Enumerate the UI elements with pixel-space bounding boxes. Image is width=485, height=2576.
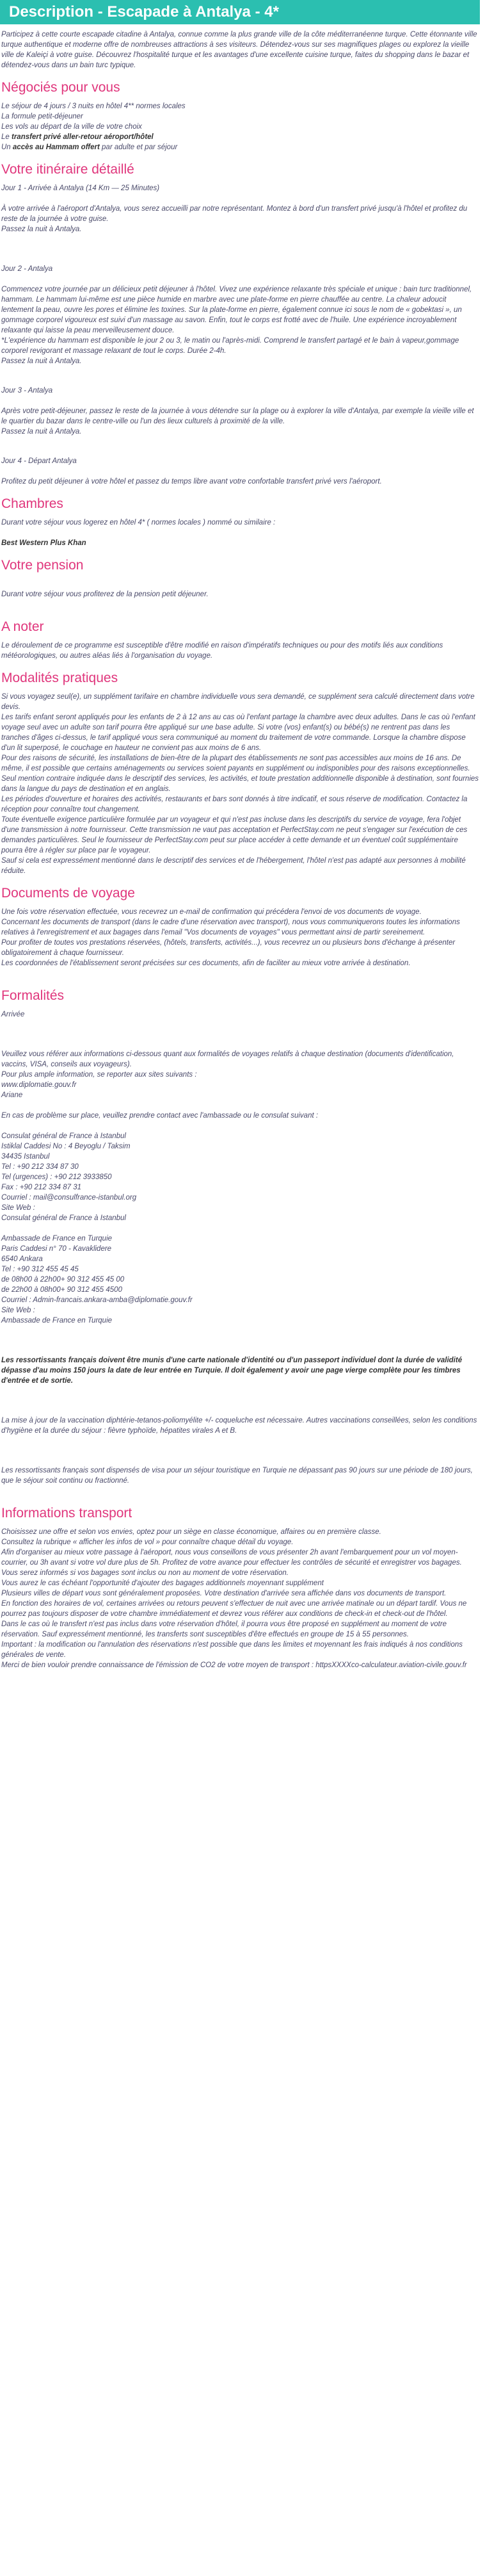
formalites-paragraph: Pour plus ample information, se reporter aux sites suivants : bbox=[1, 1071, 197, 1079]
documents-paragraph: Les coordonnées de l'établissement seront précisées sur ces documents, afin de faciliter au mieux votre arrivée à destination. bbox=[1, 959, 411, 967]
itineraire-section bbox=[1, 183, 480, 487]
ambassade-line: Courriel : Admin-francais.ankara-amba@diplomatie.gouv.fr bbox=[1, 1296, 193, 1304]
modalites-section bbox=[1, 692, 480, 876]
consulat-line: Courriel : mail@consulfrance-istanbul.org bbox=[1, 1194, 137, 1202]
negocies-item: Le séjour de 4 jours / 3 nuits en hôtel 4** normes locales bbox=[1, 102, 186, 110]
ambassade-line: Tel : +90 312 455 45 45 bbox=[1, 1266, 79, 1273]
consulat-line: Fax : +90 212 334 87 31 bbox=[1, 1184, 82, 1191]
transport-line: Afin d'organiser au mieux votre passage à l'aéroport, nous vous conseillons de vous présenter 2h avant l'embarquement pour un vol moyen-courrier, ou 3h avant si votre vol dure plus de 5h. Profitez de votre avance pour effectuer les contrôles de sécurité et enregistrer vos bagages. bbox=[1, 1549, 462, 1567]
day-title: Jour 2 - Antalya bbox=[1, 265, 53, 273]
consulat-line: Consulat général de France à Istanbul bbox=[1, 1132, 126, 1140]
day-note: *L'expérience du hammam est disponible le jour 2 ou 3, le matin ou l'après-midi. Comprend le transfert partagé et le bain à vapeur,gommage corporel revigorant et massage relaxant de tout le corps. Durée 2-4h. bbox=[1, 337, 459, 355]
negocies-item: La formule petit-déjeuner bbox=[1, 113, 83, 120]
ambassade-line: Ambassade de France en Turquie bbox=[1, 1235, 113, 1243]
vaccination-paragraph: La mise à jour de la vaccination diphtérie-tetanos-poliomyélite +/- coqueluche est nécessaire. Autres vaccinations conseillées, selon les conditions d'hygiène et la durée du séjour : fièvre typhoïde, hépatites virales A et B. bbox=[1, 1417, 477, 1435]
documents-heading: Documents de voyage bbox=[1, 886, 135, 901]
diplomatie-link[interactable]: www.diplomatie.gouv.fr bbox=[1, 1081, 77, 1089]
chambres-section bbox=[1, 518, 480, 548]
day-text: Commencez votre journée par un délicieux petit déjeuner à l'hôtel. Vivez une expérience relaxante très spéciale et unique : bain turc traditionnel, hammam. Le hammam lui-même est une pièce humide en marbre avec une plate-forme en pierre chauffée au centre. La chaleur adoucit lentement la peau, ouvre les pores et élimine les toxines. Sur la plate-forme en pierre, également connue ici sous le nom de « gobektasi », un gommage corporel vigoureux est suivi d'un massage au savon. Enfin, tout le corps est frotté avec de l'huile. Une expérience incroyablement relaxante qui laisse la peau merveilleusement douce. bbox=[1, 286, 472, 334]
modalites-paragraph: Seul mention contraire indiquée dans le descriptif des services, les activités, et toute prestation additionnelle disponible à destination, sont fournies dans la langue du pays de destination et en anglais. bbox=[1, 775, 479, 793]
transport-section bbox=[1, 1527, 480, 1670]
negocies-heading: Négociés pour vous bbox=[1, 80, 120, 95]
modalites-paragraph: Pour des raisons de sécurité, les installations de bien-être de la plupart des établissements ne sont pas accessibles aux moins de 16 ans. De même, il est possible que certains aménagements ou services soient payants en supplément ou indisponibles pour des raisons exceptionnelles. bbox=[1, 754, 470, 772]
transport-heading: Informations transport bbox=[1, 1506, 132, 1520]
transport-line: Important : la modification ou l'annulation des réservations n'est possible que dans les limites et moyennant les frais indiqués à nos conditions générales de vente. bbox=[1, 1641, 463, 1659]
visa-paragraph: Les ressortissants français sont dispensés de visa pour un séjour touristique en Turquie ne dépassant pas 90 jours sur une période de 180 jours, que le séjour soit continu ou fractionné. bbox=[1, 1467, 473, 1485]
negocies-item-suffix: par adulte et par séjour bbox=[99, 143, 178, 151]
transport-line: Plusieurs villes de départ vous sont généralement proposées. Votre destination d'arrivée sera affichée dans vos documents de transport. bbox=[1, 1590, 447, 1597]
day-title: Jour 4 - Départ Antalya bbox=[1, 457, 77, 465]
modalites-paragraph: Si vous voyagez seul(e), un supplément tarifaire en chambre individuelle vous sera demandé, ce supplément sera calculé directement dans votre devis. bbox=[1, 693, 475, 711]
passport-requirement: Les ressortissants français doivent être munis d'une carte nationale d'identité ou d'un passeport individuel dont la durée de validité dépasse d'au moins 150 jours la date de leur entrée en Turquie. Il doit également y avoir une page vierge complète pour les timbres d'entrée et de sortie. bbox=[1, 1357, 463, 1385]
chambres-heading: Chambres bbox=[1, 496, 63, 511]
day-text: Après votre petit-déjeuner, passez le reste de la journée à vous détendre sur la plage ou à explorer la ville d'Antalya, par exemple la vieille ville et le quartier du bazar dans le centre-ville ou l'un des lieux culturels à proximité de la ville. bbox=[1, 407, 474, 425]
consulat-line: Istiklal Caddesi No : 4 Beyoglu / Taksim bbox=[1, 1143, 131, 1150]
page-title: Description - Escapade à Antalya - 4* bbox=[0, 0, 480, 24]
ambassade-line: Site Web : bbox=[1, 1307, 35, 1314]
formalites-paragraph: En cas de problème sur place, veuillez prendre contact avec l'ambassade ou le consulat suivant : bbox=[1, 1112, 319, 1120]
pension-heading: Votre pension bbox=[1, 558, 84, 573]
day-title: Jour 3 - Antalya bbox=[1, 387, 53, 395]
ariane-link[interactable]: Ariane bbox=[1, 1091, 23, 1099]
ambassade-line: de 22h00 à 08h00+ 90 312 455 4500 bbox=[1, 1286, 122, 1294]
consulat-line: 34435 Istanbul bbox=[1, 1153, 50, 1161]
modalites-paragraph: Les périodes d'ouverture et horaires des activités, restaurants et bars sont donnés à titre indicatif, et sous réserve de modification. Contactez la réception pour connaître tout changement. bbox=[1, 795, 468, 813]
noter-heading: A noter bbox=[1, 619, 44, 634]
consulat-line: Tel (urgences) : +90 212 3933850 bbox=[1, 1173, 112, 1181]
day-night: Passez la nuit à Antalya. bbox=[1, 357, 82, 365]
formalites-paragraph: Veuillez vous référer aux informations ci-dessous quant aux formalités de voyages relatifs à chaque destination (documents d'identification, vaccins, VISA, conseils aux voyageurs). bbox=[1, 1050, 454, 1068]
ambassade-line: Ambassade de France en Turquie bbox=[1, 1317, 113, 1325]
transport-line: Choisissez une offre et selon vos envies, optez pour un siège en classe économique, affaires ou en première classe. bbox=[1, 1528, 381, 1536]
transport-line: En fonction des horaires de vol, certaines arrivées ou retours peuvent s'effectuer de nuit avec une arrivée matinale ou un départ tardif. Vous ne pourrez pas toujours disposer de votre chambre immédiatement et devrez vous référer aux conditions de check-in et check-out de l'hôtel. bbox=[1, 1600, 467, 1618]
consulat-line: Consulat général de France à Istanbul bbox=[1, 1214, 126, 1222]
content bbox=[0, 29, 480, 1670]
negocies-list bbox=[1, 101, 480, 152]
chambres-text: Durant votre séjour vous logerez en hôtel 4* ( normes locales ) nommé ou similaire : bbox=[1, 519, 276, 526]
day-night: Passez la nuit à Antalya. bbox=[1, 225, 82, 233]
formalites-heading: Formalités bbox=[1, 988, 65, 1003]
negocies-item-bold: transfert privé aller-retour aéroport/hôtel bbox=[12, 133, 154, 141]
transport-line: Vous aurez le cas échéant l'opportunité d'ajouter des bagages additionnels moyennant supplément bbox=[1, 1579, 324, 1587]
modalites-paragraph: Les tarifs enfant seront appliqués pour les enfants de 2 à 12 ans au cas où l'enfant partage la chambre avec deux adultes. Dans le cas où l'enfant voyage seul avec un adulte son tarif pourra être appliqué sur une base adulte. Si votre (vos) enfant(s) ou bébé(s) ne rentrent pas dans les tranches d'âges ci-dessus, le tarif appliqué vous sera communiqué au moment du traitement de votre commande. Lorsque la chambre dispose d'un lit superposé, le couchage en hauteur ne convient pas aux moins de 6 ans. bbox=[1, 713, 475, 752]
negocies-item bbox=[1, 142, 480, 152]
formalites-section bbox=[1, 1009, 480, 1486]
consulat-line: Tel : +90 212 334 87 30 bbox=[1, 1163, 79, 1171]
ambassade-line: Paris Caddesi n° 70 - Kavaklidere bbox=[1, 1245, 112, 1253]
ambassade-line: de 08h00 à 22h00+ 90 312 455 45 00 bbox=[1, 1276, 125, 1284]
noter-text: Le déroulement de ce programme est susceptible d'être modifié en raison d'impératifs techniques ou pour des motifs liés aux conditions météorologiques, ou autres aléas liés à l'organisation du voyage. bbox=[1, 642, 443, 660]
ambassade-line: 6540 Ankara bbox=[1, 1255, 43, 1263]
transport-line: Consultez la rubrique « afficher les infos de vol » pour connaître chaque détail du voyage. bbox=[1, 1538, 294, 1546]
negocies-item bbox=[1, 132, 480, 142]
documents-paragraph: Concernant les documents de transport (dans le cadre d'une réservation avec transport), nous vous communiquerons toutes les informations relatives à l'enregistrement et aux bagages dans l'email "Vos documents de voyages" vous permettant ainsi de partir sereinement. bbox=[1, 918, 460, 936]
consulat-line: Site Web : bbox=[1, 1204, 35, 1212]
documents-paragraph: Pour profiter de toutes vos prestations réservées, (hôtels, transferts, activités...), vous recevrez un ou plusieurs bons d'échange à présenter obligatoirement à chaque fournisseur. bbox=[1, 939, 456, 957]
hotel-name: Best Western Plus Khan bbox=[1, 539, 86, 547]
modalites-paragraph: Sauf si cela est expressément mentionné dans le descriptif des services et de l'hébergement, l'hôtel n'est pas adapté aux personnes à mobilité réduite. bbox=[1, 857, 466, 875]
intro-paragraph: Participez à cette courte escapade citadine à Antalya, connue comme la plus grande ville de la côte méditerranéenne turque. Cette étonnante ville turque authentique et moderne offre de nombreuses attractions à ses visiteurs. Détendez-vous sur ses magnifiques plages ou explorez la vieille ville de Kaleiçi à votre guise. Découvrez l'hospitalité turque et les avantages d'une excellente cuisine turque, faites du shopping dans le bazar et détendez-vous dans un bain turc typique. bbox=[1, 31, 477, 69]
modalites-paragraph: Toute éventuelle exigence particulière formulée par un voyageur et qui n'est pas incluse dans les descriptifs du service de voyage, fera l'objet d'une transmission à notre fournisseur. Cette transmission ne vaut pas acceptation et PerfectStay.com ne peut s'engager sur l'exécution de ces demandes particulières. Seul le fournisseur de PerfectStay.com peut sur place accéder à cette demande et un éventuel coût supplémentaire pourra être à régler sur place par le voyageur. bbox=[1, 816, 468, 854]
negocies-item-prefix: Un bbox=[1, 143, 13, 151]
documents-section bbox=[1, 907, 480, 968]
day-text: À votre arrivée à l'aéroport d'Antalya, vous serez accueilli par notre représentant. Montez à bord d'un transfert privé jusqu'à l'hôtel et profitez du reste de la journée à votre guise. bbox=[1, 205, 468, 223]
transport-line: Dans le cas où le transfert n'est pas inclus dans votre réservation d'hôtel, il pourra vous être proposé en supplément au moment de votre réservation. Sauf expressément mentionné, les transferts sont susceptibles d'être effectués en groupe de 15 à 55 personnes. bbox=[1, 1620, 447, 1638]
formalites-arrivee: Arrivée bbox=[1, 1011, 25, 1018]
day-title: Jour 1 - Arrivée à Antalya (14 Km — 25 Minutes) bbox=[1, 184, 160, 192]
day-text: Profitez du petit déjeuner à votre hôtel et passez du temps libre avant votre confortable transfert privé vers l'aéroport. bbox=[1, 478, 382, 485]
pension-text: Durant votre séjour vous profiterez de la pension petit déjeuner. bbox=[1, 591, 209, 598]
documents-paragraph: Une fois votre réservation effectuée, vous recevrez un e-mail de confirmation qui précédera l'envoi de vos documents de voyage. bbox=[1, 908, 422, 916]
day-night: Passez la nuit à Antalya. bbox=[1, 428, 82, 436]
itineraire-heading: Votre itinéraire détaillé bbox=[1, 162, 134, 177]
pension-section bbox=[1, 579, 480, 599]
negocies-item-prefix: Le bbox=[1, 133, 12, 141]
negocies-item: Les vols au départ de la ville de votre choix bbox=[1, 123, 142, 131]
negocies-item-bold: accès au Hammam offert bbox=[12, 143, 100, 151]
modalites-heading: Modalités pratiques bbox=[1, 671, 118, 685]
transport-line: Vous serez informés si vos bagages sont inclus ou non au moment de votre réservation. bbox=[1, 1569, 289, 1577]
transport-line: Merci de bien vouloir prendre connaissance de l'émission de CO2 de votre moyen de transport : httpsXXXXco-calculateur.aviation-civile.gouv.fr bbox=[1, 1661, 467, 1669]
